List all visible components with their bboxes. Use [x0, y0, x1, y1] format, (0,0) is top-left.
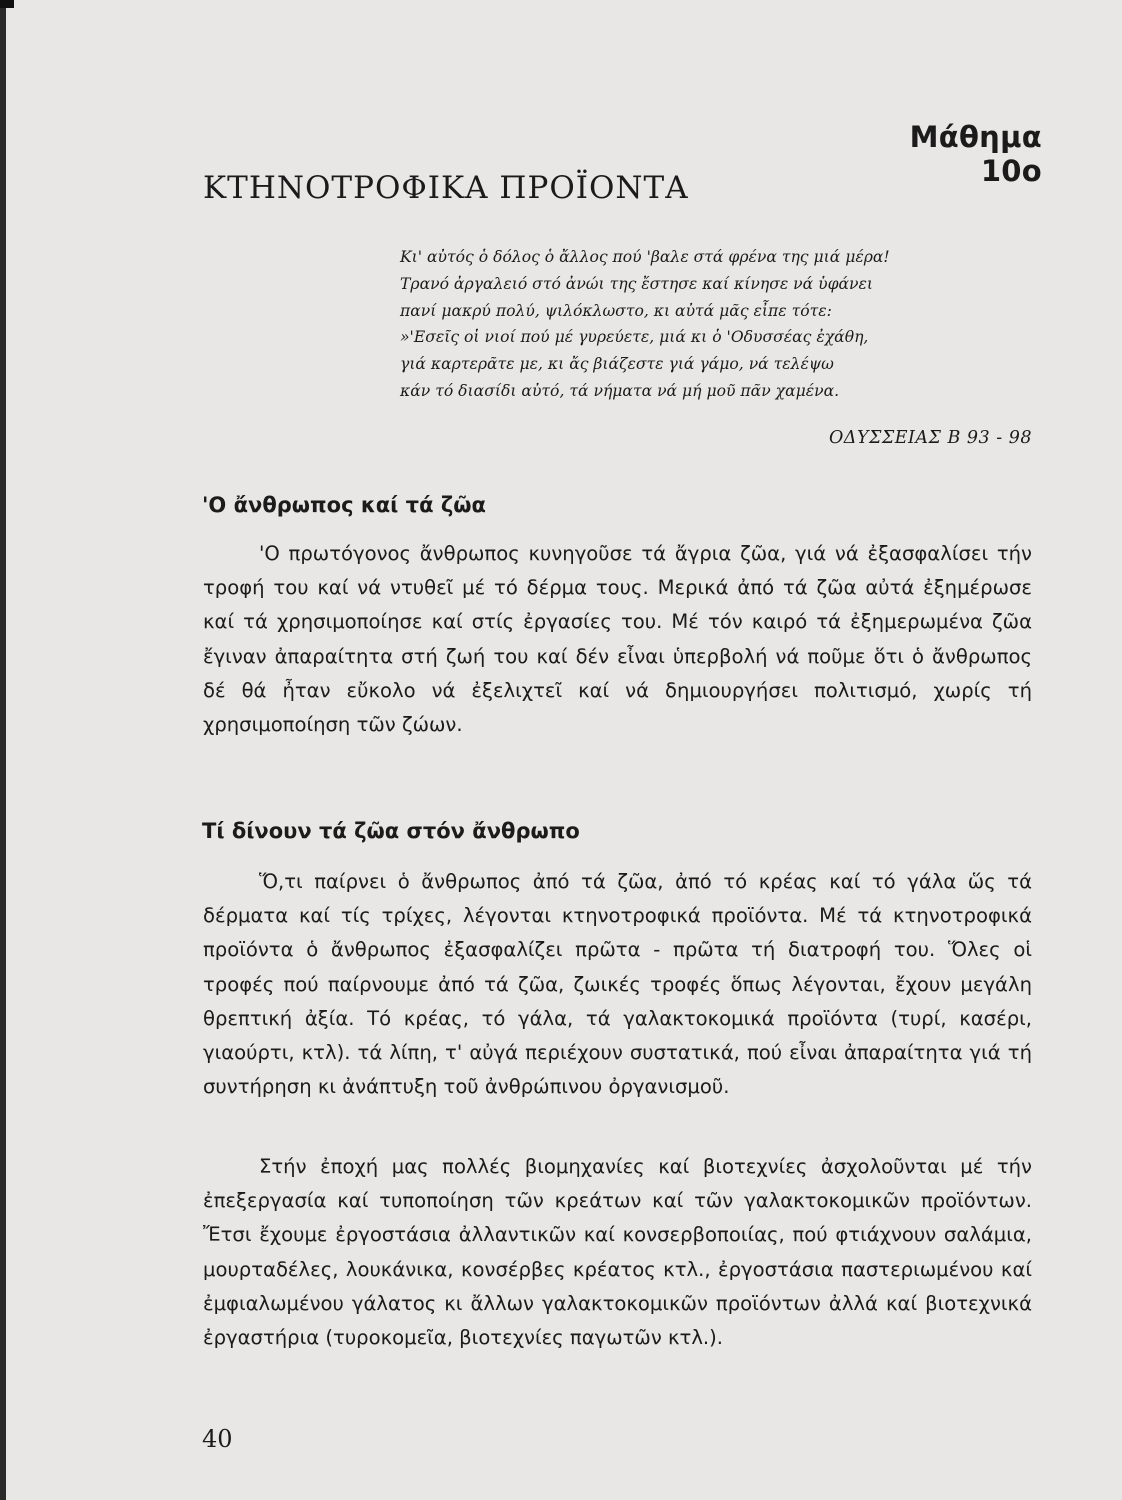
poem-line: Τρανό ἀργαλειό στό ἀνώι της ἔστησε καί κίνησε νά ὑφάνει	[400, 274, 874, 293]
body-paragraph: Ὅ,τι παίρνει ὁ ἄνθρωπος ἀπό τά ζῶα, ἀπό τό κρέας καί τό γάλα ὥς τά δέρματα καί τίς τρίχες, λέγονται κτηνοτροφικά προϊόντα. Μέ τά κτηνοτροφικά προϊόντα ὁ ἄνθρωπος ἐξασφαλίζει πρῶτα - πρῶτα τή διατροφή του. Ὅλες οἱ τροφές πού παίρνουμε ἀπό τά ζῶα, ζωικές τροφές ὅπως λέγονται, ἔχουν μεγάλη θρεπτική ἀξία. Τό κρέας, τό γάλα, τά γαλακτοκομικά προϊόντα (τυρί, κασέρι, γιαούρτι, κτλ). τά λίπη, τ' αὐγά περιέχουν συστατικά, πού εἶναι ἀπαραίτητα γιά τή συντήρηση κι ἀνάπτυξη τοῦ ἀνθρώπινου ὀργανισμοῦ.	[203, 870, 1032, 1099]
poem-line: γιά καρτερᾶτε με, κι ἄς βιάζεστε γιά γάμο, νά τελέψω	[400, 355, 834, 374]
section-body-what-animals-give	[203, 865, 1032, 1104]
body-paragraph: 'Ο πρωτόγονος ἄνθρωπος κυνηγοῦσε τά ἄγρια ζῶα, γιά νά ἐξασφαλίσει τήν τροφή του καί νά ντυθεῖ μέ τό δέρμα τους. Μερικά ἀπό τά ζῶα αὐτά ἐξημέρωσε καί τά χρησιμοποίησε καί στίς ἐργασίες του. Μέ τόν καιρό τά ἐξημερωμένα ζῶα ἔγιναν ἀπαραίτητα στή ζωή του καί δέν εἶναι ὑπερβολή νά ποῦμε ὅτι ὁ ἄνθρωπος δέ θά ἦταν εὔκολο νά ἐξελιχτεῖ καί νά δημιουργήσει πολιτισμό, χωρίς τή χρησιμοποίηση τῶν ζώων.	[203, 542, 1032, 737]
section-heading-what-animals-give: Τί δίνουν τά ζῶα στόν ἄνθρωπο	[202, 819, 580, 843]
page-binding-edge	[0, 0, 6, 1500]
lesson-label: Μάθημα 10ο	[909, 120, 1042, 188]
scan-corner-mark	[0, 0, 14, 8]
body-paragraph: Στήν ἐποχή μας πολλές βιομηχανίες καί βιοτεχνίες ἀσχολοῦνται μέ τήν ἐπεξεργασία καί τυποποίηση τῶν κρεάτων καί τῶν γαλακτοκομικῶν προϊόντων. Ἔτσι ἔχουμε ἐργοστάσια ἀλλαντικῶν καί κονσερβοποιίας, πού φτιάχνουν σαλάμια, μουρταδέλες, λουκάνικα, κονσέρβες κρέατος κτλ., ἐργοστάσια παστεριωμένου καί ἐμφιαλωμένου γάλατος κι ἄλλων γαλακτοκομικῶν προϊόντων ἀλλά καί βιοτεχνικά ἐργαστήρια (τυροκομεῖα, βιοτεχνίες παγωτῶν κτλ.).	[203, 1155, 1032, 1350]
page-number: 40	[202, 1425, 233, 1453]
section-body-industries	[203, 1150, 1032, 1355]
poem-line: Κι' αὐτός ὁ δόλος ὁ ἄλλος πού 'βαλε στά φρένα της μιά μέρα!	[400, 248, 890, 266]
poem-line: »'Εσεῖς οἱ νιοί πού μέ γυρεύετε, μιά κι ὁ 'Οδυσσέας ἐχάθη,	[400, 328, 869, 347]
poem-line: πανί μακρύ πολύ, ψιλόκλωστο, κι αὐτά μᾶς εἶπε τότε:	[400, 301, 832, 320]
page-title: ΚΤΗΝΟΤΡΟΦΙΚΑ ΠΡΟΪΟΝΤΑ	[203, 170, 689, 206]
poem-source: ΟΔΥΣΣΕΙΑΣ Β 93 - 98	[828, 428, 1032, 448]
section-body-humans-and-animals	[203, 537, 1032, 742]
section-heading-humans-and-animals: 'Ο ἄνθρωπος καί τά ζῶα	[202, 493, 486, 517]
epigraph-poem	[400, 244, 1040, 405]
poem-line: κάν τό διασίδι αὐτό, τά νήματα νά μή μοῦ πᾶν χαμένα.	[400, 381, 840, 400]
